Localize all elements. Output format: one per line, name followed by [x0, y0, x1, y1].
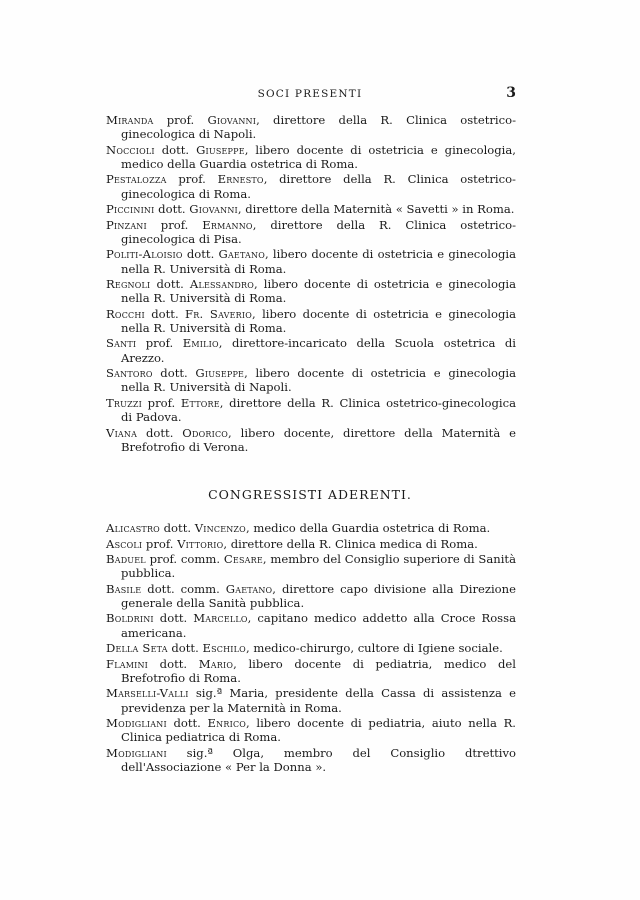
- entry-description: , medico della Guardia ostetrica di Roma.: [245, 521, 491, 535]
- entry-description: , capitano medico addetto alla Croce Rossa americana.: [121, 611, 516, 640]
- list-item: [106, 277, 516, 305]
- entry-surname: Marselli-Valli: [106, 686, 189, 701]
- entry-given-name: Eschilo: [202, 641, 246, 656]
- entry-given-name: Vincenzo: [194, 521, 246, 535]
- entry-title: dott.: [153, 611, 194, 626]
- entry-description: , membro del Consiglio superiore di Sanità pubblica.: [121, 552, 516, 581]
- entry-description: , direttore della Maternità « Savetti » in Roma.: [237, 202, 515, 217]
- list-item: [106, 113, 516, 141]
- list-item: [106, 611, 516, 639]
- entry-given-name: Ermanno: [202, 217, 253, 232]
- list-item: [106, 657, 516, 685]
- list-item: [106, 307, 516, 335]
- list-item: [106, 396, 516, 424]
- entry-description: , direttore della R. Clinica ostetrico-ginecologica di Padova.: [121, 395, 516, 425]
- entry-surname: Boldrini: [106, 611, 154, 626]
- entry-given-name: Odorico: [182, 425, 229, 440]
- entry-given-name: Ernesto: [217, 172, 264, 187]
- entry-title: dott.: [167, 641, 203, 656]
- soci-presenti-list: [106, 113, 516, 455]
- entry-title: prof. comm.: [145, 552, 224, 566]
- entry-given-name: Gaetano: [218, 247, 265, 262]
- entry-title: dott.: [150, 277, 190, 292]
- entry-given-name: Marcello: [193, 611, 248, 626]
- entry-title: sig.ª: [166, 745, 233, 760]
- page-number: 3: [506, 85, 516, 101]
- entry-title: dott.: [182, 247, 219, 262]
- entry-surname: Regnoli: [106, 277, 151, 292]
- list-item: [106, 521, 516, 535]
- list-item: [106, 218, 516, 246]
- running-title: SOCI PRESENTI: [257, 88, 363, 100]
- entry-title: dott.: [148, 656, 199, 671]
- entry-title: dott.: [144, 306, 186, 321]
- entry-surname: Santoro: [106, 366, 153, 381]
- entry-given-name: Cesare: [223, 552, 263, 566]
- list-item: [106, 716, 516, 744]
- entry-surname: Miranda: [106, 113, 154, 127]
- entry-given-name: Alessandro: [189, 277, 255, 292]
- list-item: [106, 552, 516, 580]
- entry-surname: Ascoli: [106, 536, 143, 551]
- entry-given-name: Ettore: [180, 395, 220, 410]
- entry-given-name: Giuseppe: [195, 366, 245, 381]
- entry-surname: Truzzi: [106, 395, 142, 410]
- entry-title: prof.: [146, 217, 203, 232]
- entry-description: , direttore della R. Clinica ostetrico-ginecologica di Roma.: [121, 172, 516, 201]
- list-item: [106, 537, 516, 551]
- entry-description: , direttore della R. Clinica ostetrico-ginecologica di Napoli.: [121, 113, 516, 142]
- list-item: [106, 172, 516, 200]
- entry-given-name: Enrico: [207, 716, 247, 731]
- entry-surname: Politi-Aloisio: [106, 247, 183, 262]
- list-item: [106, 582, 516, 610]
- entry-title: prof.: [166, 172, 218, 187]
- entry-surname: Modigliani: [106, 745, 167, 760]
- entry-description: , libero docente di ostetricia e ginecologia nella R. Università di Roma.: [121, 306, 516, 335]
- list-item: [106, 426, 516, 454]
- entry-surname: Noccioli: [106, 142, 155, 157]
- entry-given-name: Giovanni: [207, 113, 257, 127]
- list-item: [106, 686, 516, 714]
- list-item: [106, 336, 516, 364]
- entry-title: prof.: [142, 536, 178, 551]
- entry-title: dott. comm.: [141, 581, 226, 596]
- entry-title: dott.: [166, 716, 208, 731]
- section-title: CONGRESSISTI ADERENTI.: [208, 487, 412, 502]
- entry-title: sig.ª: [188, 686, 230, 701]
- entry-description: Maria, presidente della Cassa di assistenza e previdenza per la Maternità in Roma.: [121, 686, 516, 715]
- entry-surname: Flamini: [106, 656, 149, 671]
- entry-title: prof.: [141, 395, 181, 410]
- entry-given-name: Emilio: [182, 336, 219, 351]
- page-header: [104, 85, 516, 108]
- list-item: [106, 202, 516, 216]
- entry-surname: Baduel: [106, 552, 146, 566]
- entry-description: , direttore della R. Clinica ostetrico-ginecologica di Pisa.: [121, 217, 516, 246]
- entry-surname: Basile: [106, 581, 142, 596]
- entry-description: , libero docente, direttore della Maternità e Brefotrofio di Verona.: [121, 425, 516, 454]
- entry-surname: Santi: [106, 336, 137, 351]
- entry-given-name: Gaetano: [225, 581, 273, 596]
- entry-surname: Alicastro: [106, 521, 160, 535]
- entry-title: dott.: [154, 142, 197, 157]
- entry-surname: Modigliani: [106, 716, 167, 731]
- entry-surname: Viana: [106, 425, 138, 440]
- list-item: [106, 641, 516, 655]
- entry-title: dott.: [137, 425, 183, 440]
- entry-description: , libero docente di pediatria, medico del Brefotrofio di Roma.: [121, 656, 517, 685]
- entry-title: prof.: [136, 336, 183, 351]
- entry-description: , medico-chirurgo, cultore di Igiene sociale.: [245, 641, 503, 656]
- list-item: [106, 366, 516, 394]
- entry-given-name: Vittorio: [177, 536, 224, 551]
- entry-surname: Piccinini: [106, 202, 155, 217]
- entry-surname: Pinzani: [106, 217, 147, 232]
- entry-description: , libero docente di ostetricia e ginecologia, medico della Guardia ostetrica di Roma.: [121, 142, 516, 171]
- entry-description: , libero docente di ostetricia e ginecologia nella R. Università di Napoli.: [121, 366, 516, 395]
- entry-title: dott.: [154, 202, 190, 217]
- entry-surname: Rocchi: [106, 306, 145, 321]
- entry-title: dott.: [152, 366, 196, 381]
- entry-description: , direttore-incaricato della Scuola ostetrica di Arezzo.: [121, 336, 516, 365]
- entry-title: prof.: [153, 113, 208, 127]
- entry-description: , libero docente di pediatria, aiuto nella R. Clinica pediatrica di Roma.: [121, 716, 516, 745]
- entry-title: dott.: [159, 521, 195, 535]
- entry-given-name: Mario: [198, 656, 234, 671]
- entry-given-name: Giovanni: [189, 202, 238, 217]
- entry-description: Olga, membro del Consiglio dtrettivo dell'Associazione « Per la Donna ».: [121, 745, 516, 774]
- entry-given-name: Fr. Saverio: [185, 306, 253, 321]
- list-item: [106, 746, 516, 774]
- entry-description: , direttore della R. Clinica medica di Roma.: [223, 536, 478, 551]
- entry-given-name: Giuseppe: [196, 142, 245, 157]
- list-item: [106, 143, 516, 171]
- entry-description: , direttore capo divisione alla Direzione generale della Sanità pubblica.: [121, 581, 516, 610]
- entry-surname: Della Seta: [106, 641, 168, 656]
- list-item: [106, 247, 516, 275]
- congressisti-aderenti-list: [106, 521, 516, 775]
- entry-surname: Pestalozza: [106, 172, 167, 187]
- entry-description: , libero docente di ostetricia e ginecologia nella R. Università di Roma.: [121, 247, 517, 276]
- entry-description: , libero docente di ostetricia e ginecologia nella R. Università di Roma.: [121, 277, 516, 306]
